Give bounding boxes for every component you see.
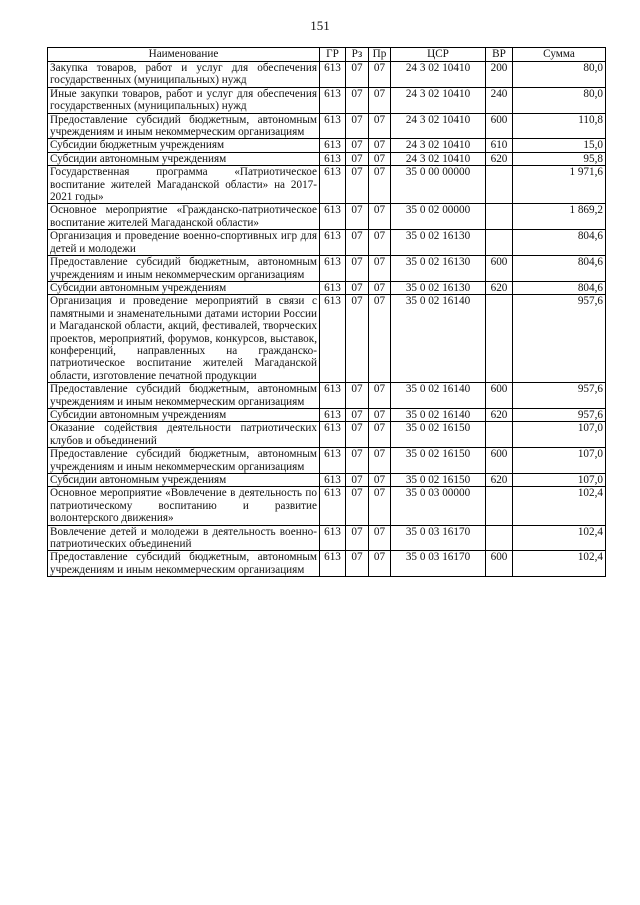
cell-csr: 35 0 00 00000 [391, 166, 486, 204]
cell-rz: 07 [346, 551, 369, 577]
cell-name: Оказание содействия деятельности патриотических клубов и объединений [48, 422, 320, 448]
cell-pr: 07 [369, 62, 391, 88]
cell-sum: 95,8 [513, 152, 606, 165]
header-vr: ВР [486, 48, 513, 62]
cell-name: Закупка товаров, работ и услуг для обеспечения государственных (муниципальных) нужд [48, 62, 320, 88]
cell-name: Предоставление субсидий бюджетным, автономным учреждениям и иным некоммерческим организациям [48, 448, 320, 474]
cell-vr [486, 295, 513, 383]
cell-vr: 600 [486, 113, 513, 139]
cell-rz: 07 [346, 166, 369, 204]
cell-csr: 35 0 02 16150 [391, 422, 486, 448]
table-row [48, 62, 606, 88]
page-number: 151 [310, 18, 330, 33]
cell-gr: 613 [320, 256, 346, 282]
cell-vr [486, 525, 513, 551]
table-row [48, 230, 606, 256]
cell-gr: 613 [320, 295, 346, 383]
cell-rz: 07 [346, 295, 369, 383]
cell-rz: 07 [346, 256, 369, 282]
cell-pr: 07 [369, 152, 391, 165]
cell-pr: 07 [369, 422, 391, 448]
table-row [48, 487, 606, 525]
cell-vr: 620 [486, 152, 513, 165]
cell-pr: 07 [369, 113, 391, 139]
table-row [48, 256, 606, 282]
cell-sum: 804,6 [513, 256, 606, 282]
cell-gr: 613 [320, 422, 346, 448]
table-row [48, 113, 606, 139]
cell-name: Субсидии бюджетным учреждениям [48, 139, 320, 152]
cell-sum: 1 971,6 [513, 166, 606, 204]
header-csr: ЦСР [391, 48, 486, 62]
cell-pr: 07 [369, 230, 391, 256]
cell-name: Предоставление субсидий бюджетным, автономным учреждениям и иным некоммерческим организациям [48, 383, 320, 409]
table-row [48, 448, 606, 474]
table-row [48, 139, 606, 152]
cell-vr: 600 [486, 256, 513, 282]
cell-csr: 35 0 03 16170 [391, 525, 486, 551]
cell-name: Субсидии автономным учреждениям [48, 408, 320, 421]
cell-gr: 613 [320, 383, 346, 409]
cell-rz: 07 [346, 422, 369, 448]
cell-rz: 07 [346, 525, 369, 551]
cell-name: Иные закупки товаров, работ и услуг для обеспечения государственных (муниципальных) нужд [48, 87, 320, 113]
cell-name: Предоставление субсидий бюджетным, автономным учреждениям и иным некоммерческим организациям [48, 551, 320, 577]
cell-rz: 07 [346, 87, 369, 113]
cell-gr: 613 [320, 474, 346, 487]
cell-name: Государственная программа «Патриотическое воспитание жителей Магаданской области» на 2017-2021 годы» [48, 166, 320, 204]
cell-csr: 24 3 02 10410 [391, 87, 486, 113]
cell-rz: 07 [346, 230, 369, 256]
header-name: Наименование [48, 48, 320, 62]
cell-gr: 613 [320, 139, 346, 152]
cell-name: Субсидии автономным учреждениям [48, 152, 320, 165]
cell-pr: 07 [369, 525, 391, 551]
cell-vr [486, 422, 513, 448]
cell-gr: 613 [320, 62, 346, 88]
cell-name: Предоставление субсидий бюджетным, автономным учреждениям и иным некоммерческим организациям [48, 256, 320, 282]
cell-csr: 24 3 02 10410 [391, 62, 486, 88]
cell-sum: 804,6 [513, 230, 606, 256]
cell-rz: 07 [346, 139, 369, 152]
cell-vr: 620 [486, 474, 513, 487]
cell-pr: 07 [369, 551, 391, 577]
cell-vr [486, 487, 513, 525]
cell-csr: 24 3 02 10410 [391, 113, 486, 139]
cell-vr: 600 [486, 383, 513, 409]
cell-rz: 07 [346, 474, 369, 487]
cell-gr: 613 [320, 487, 346, 525]
cell-csr: 24 3 02 10410 [391, 152, 486, 165]
header-pr: Пр [369, 48, 391, 62]
cell-name: Предоставление субсидий бюджетным, автономным учреждениям и иным некоммерческим организациям [48, 113, 320, 139]
cell-csr: 35 0 02 16150 [391, 448, 486, 474]
header-gr: ГР [320, 48, 346, 62]
cell-gr: 613 [320, 408, 346, 421]
cell-vr: 200 [486, 62, 513, 88]
cell-sum: 80,0 [513, 62, 606, 88]
cell-pr: 07 [369, 281, 391, 294]
cell-sum: 102,4 [513, 487, 606, 525]
cell-rz: 07 [346, 62, 369, 88]
cell-vr: 610 [486, 139, 513, 152]
cell-name: Основное мероприятие «Вовлечение в деятельность по патриотическому воспитанию и развитие волонтерского движения» [48, 487, 320, 525]
cell-sum: 957,6 [513, 383, 606, 409]
cell-sum: 107,0 [513, 474, 606, 487]
table-row [48, 152, 606, 165]
cell-rz: 07 [346, 152, 369, 165]
cell-csr: 35 0 02 16140 [391, 295, 486, 383]
table-row [48, 474, 606, 487]
cell-gr: 613 [320, 525, 346, 551]
cell-gr: 613 [320, 113, 346, 139]
cell-csr: 35 0 02 16140 [391, 408, 486, 421]
cell-gr: 613 [320, 87, 346, 113]
table-row [48, 204, 606, 230]
cell-csr: 35 0 03 00000 [391, 487, 486, 525]
cell-pr: 07 [369, 204, 391, 230]
cell-vr [486, 204, 513, 230]
cell-rz: 07 [346, 281, 369, 294]
cell-name: Субсидии автономным учреждениям [48, 281, 320, 294]
table-header-row [48, 48, 606, 62]
cell-csr: 35 0 02 16150 [391, 474, 486, 487]
budget-table [47, 47, 606, 577]
cell-pr: 07 [369, 474, 391, 487]
cell-gr: 613 [320, 281, 346, 294]
table-row [48, 408, 606, 421]
cell-gr: 613 [320, 152, 346, 165]
cell-rz: 07 [346, 448, 369, 474]
cell-vr: 620 [486, 408, 513, 421]
cell-sum: 107,0 [513, 422, 606, 448]
table-row [48, 295, 606, 383]
cell-sum: 80,0 [513, 87, 606, 113]
cell-pr: 07 [369, 408, 391, 421]
cell-csr: 35 0 02 16140 [391, 383, 486, 409]
cell-rz: 07 [346, 383, 369, 409]
cell-gr: 613 [320, 166, 346, 204]
table-row [48, 383, 606, 409]
cell-pr: 07 [369, 383, 391, 409]
header-sum: Сумма [513, 48, 606, 62]
cell-gr: 613 [320, 551, 346, 577]
header-rz: Рз [346, 48, 369, 62]
cell-gr: 613 [320, 230, 346, 256]
cell-rz: 07 [346, 204, 369, 230]
cell-vr: 600 [486, 448, 513, 474]
cell-pr: 07 [369, 295, 391, 383]
cell-sum: 15,0 [513, 139, 606, 152]
cell-pr: 07 [369, 448, 391, 474]
cell-csr: 35 0 02 00000 [391, 204, 486, 230]
cell-sum: 102,4 [513, 551, 606, 577]
cell-sum: 957,6 [513, 295, 606, 383]
table-row [48, 551, 606, 577]
cell-vr: 240 [486, 87, 513, 113]
cell-rz: 07 [346, 113, 369, 139]
cell-vr: 600 [486, 551, 513, 577]
cell-csr: 35 0 02 16130 [391, 230, 486, 256]
cell-name: Вовлечение детей и молодежи в деятельность военно-патриотических объединений [48, 525, 320, 551]
cell-pr: 07 [369, 487, 391, 525]
cell-vr: 620 [486, 281, 513, 294]
cell-rz: 07 [346, 408, 369, 421]
cell-csr: 24 3 02 10410 [391, 139, 486, 152]
cell-pr: 07 [369, 166, 391, 204]
cell-sum: 1 869,2 [513, 204, 606, 230]
cell-sum: 804,6 [513, 281, 606, 294]
cell-vr [486, 166, 513, 204]
table-row [48, 422, 606, 448]
cell-sum: 102,4 [513, 525, 606, 551]
table-row [48, 525, 606, 551]
cell-sum: 107,0 [513, 448, 606, 474]
cell-pr: 07 [369, 256, 391, 282]
cell-gr: 613 [320, 448, 346, 474]
cell-name: Организация и проведение военно-спортивных игр для детей и молодежи [48, 230, 320, 256]
cell-pr: 07 [369, 87, 391, 113]
cell-gr: 613 [320, 204, 346, 230]
cell-csr: 35 0 03 16170 [391, 551, 486, 577]
table-row [48, 166, 606, 204]
cell-csr: 35 0 02 16130 [391, 281, 486, 294]
cell-name: Организация и проведение мероприятий в связи с памятными и знаменательными датами истории России и Магаданской области, акций, фестивалей, творческих проектов, мероприятий, форумов, конкурсов, выставок, конференций, направленных на гражданско-патриотическое воспитание жителей Магаданской области, изготовление печатной продукции [48, 295, 320, 383]
cell-pr: 07 [369, 139, 391, 152]
table-row [48, 87, 606, 113]
cell-sum: 957,6 [513, 408, 606, 421]
cell-sum: 110,8 [513, 113, 606, 139]
table-row [48, 281, 606, 294]
cell-rz: 07 [346, 487, 369, 525]
cell-name: Основное мероприятие «Гражданско-патриотическое воспитание жителей Магаданской области» [48, 204, 320, 230]
cell-vr [486, 230, 513, 256]
cell-csr: 35 0 02 16130 [391, 256, 486, 282]
cell-name: Субсидии автономным учреждениям [48, 474, 320, 487]
